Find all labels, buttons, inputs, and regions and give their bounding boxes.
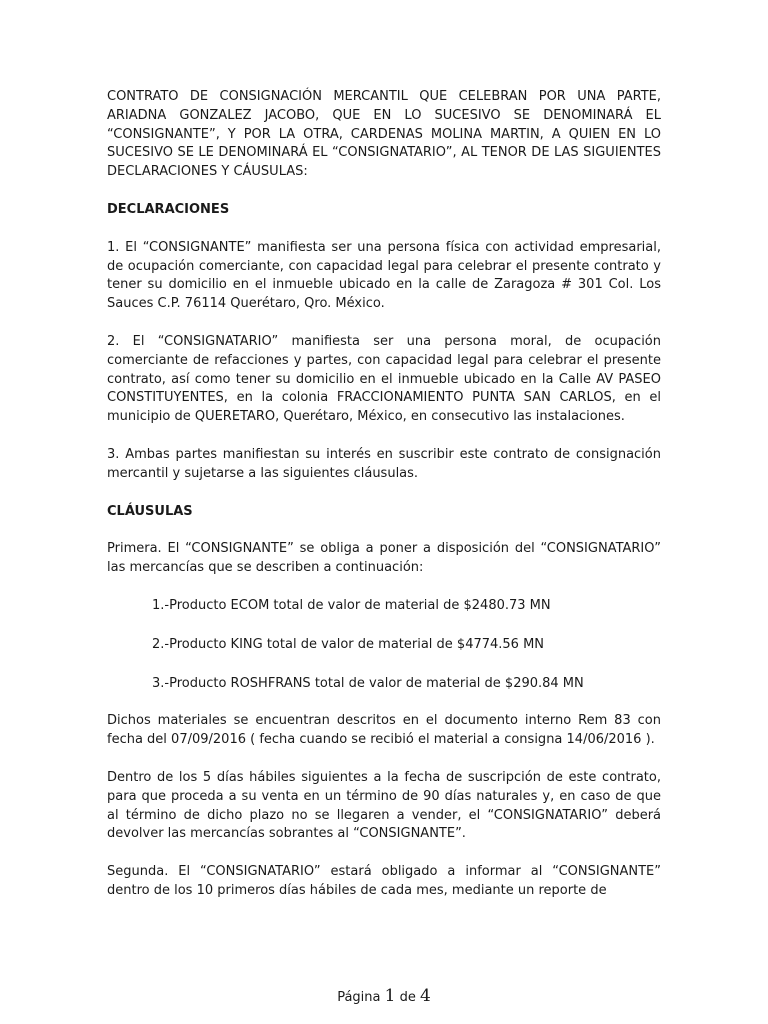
document-page [107, 88, 661, 901]
clause-primera: Primera. El “CONSIGNANTE” se obliga a poner a disposición del “CONSIGNATARIO” las mercancías que se describen a continuación: [107, 541, 661, 576]
paragraph-dentro: Dentro de los 5 días hábiles siguientes a la fecha de suscripción de este contrato, para que proceda a su venta en un término de 90 días naturales y, en caso de que al término de dicho plazo no se llegaren a vender, el “CONSIGNATARIO” deberá devolver las mercancías sobrantes al “CONSIGNANTE”. [107, 769, 661, 842]
of-word: de [399, 990, 416, 1005]
declaration-3: 3. Ambas partes manifiestan su interés en suscribir este contrato de consignación mercantil y sujetarse a las siguientes cláusulas. [107, 446, 661, 481]
declaraciones-heading: DECLARACIONES [107, 201, 230, 217]
clause-segunda: Segunda. El “CONSIGNATARIO” estará obligado a informar al “CONSIGNANTE” dentro de los 10 primeros días hábiles de cada mes, mediante un reporte de [107, 864, 661, 898]
current-page-number: 1 [384, 986, 396, 1006]
contract-intro: CONTRATO DE CONSIGNACIÓN MERCANTIL QUE CELEBRAN POR UNA PARTE, ARIADNA GONZALEZ JACOBO, QUE EN LO SUCESIVO SE DENOMINARÁ EL “CONSIGNANTE”, Y POR LA OTRA, CARDENAS MOLINA MARTIN, A QUIEN EN LO SUCESIVO SE LE DENOMINARÁ EL “CONSIGNATARIO”, AL TENOR DE LAS SIGUIENTES DECLARACIONES Y CÁUSULAS: [107, 89, 661, 180]
product-item-roshfrans: 3.-Producto ROSHFRANS total de valor de material de $290.84 MN [152, 675, 584, 691]
declaration-1: 1. El “CONSIGNANTE” manifiesta ser una persona física con actividad empresarial, de ocupación comerciante, con capacidad legal para celebrar el presente contrato y tener su domicilio en el inmueble ubicado en la calle de Zaragoza # 301 Col. Los Sauces C.P. 76114 Querétaro, Qro. México. [107, 239, 661, 312]
product-item-ecom: 1.-Producto ECOM total de valor de material de $2480.73 MN [152, 597, 551, 613]
page-footer [0, 986, 768, 1006]
clausulas-heading: CLÁUSULAS [107, 503, 193, 519]
product-item-king: 2.-Producto KING total de valor de material de $4774.56 MN [152, 636, 545, 652]
paragraph-dichos: Dichos materiales se encuentran descritos en el documento interno Rem 83 con fecha del 07/09/2016 ( fecha cuando se recibió el material a consigna 14/06/2016 ). [107, 713, 661, 748]
declaration-2: 2. El “CONSIGNATARIO” manifiesta ser una persona moral, de ocupación comerciante de refacciones y partes, con capacidad legal para celebrar el presente contrato, así como tener su domicilio en el inmueble ubicado en la Calle AV PASEO CONSTITUYENTES, en la colonia FRACCIONAMIENTO PUNTA SAN CARLOS, en el municipio de QUERETARO, Querétaro, México, en consecutivo las instalaciones. [107, 333, 661, 425]
page-word: Página [337, 990, 381, 1005]
total-page-number: 4 [419, 986, 431, 1006]
